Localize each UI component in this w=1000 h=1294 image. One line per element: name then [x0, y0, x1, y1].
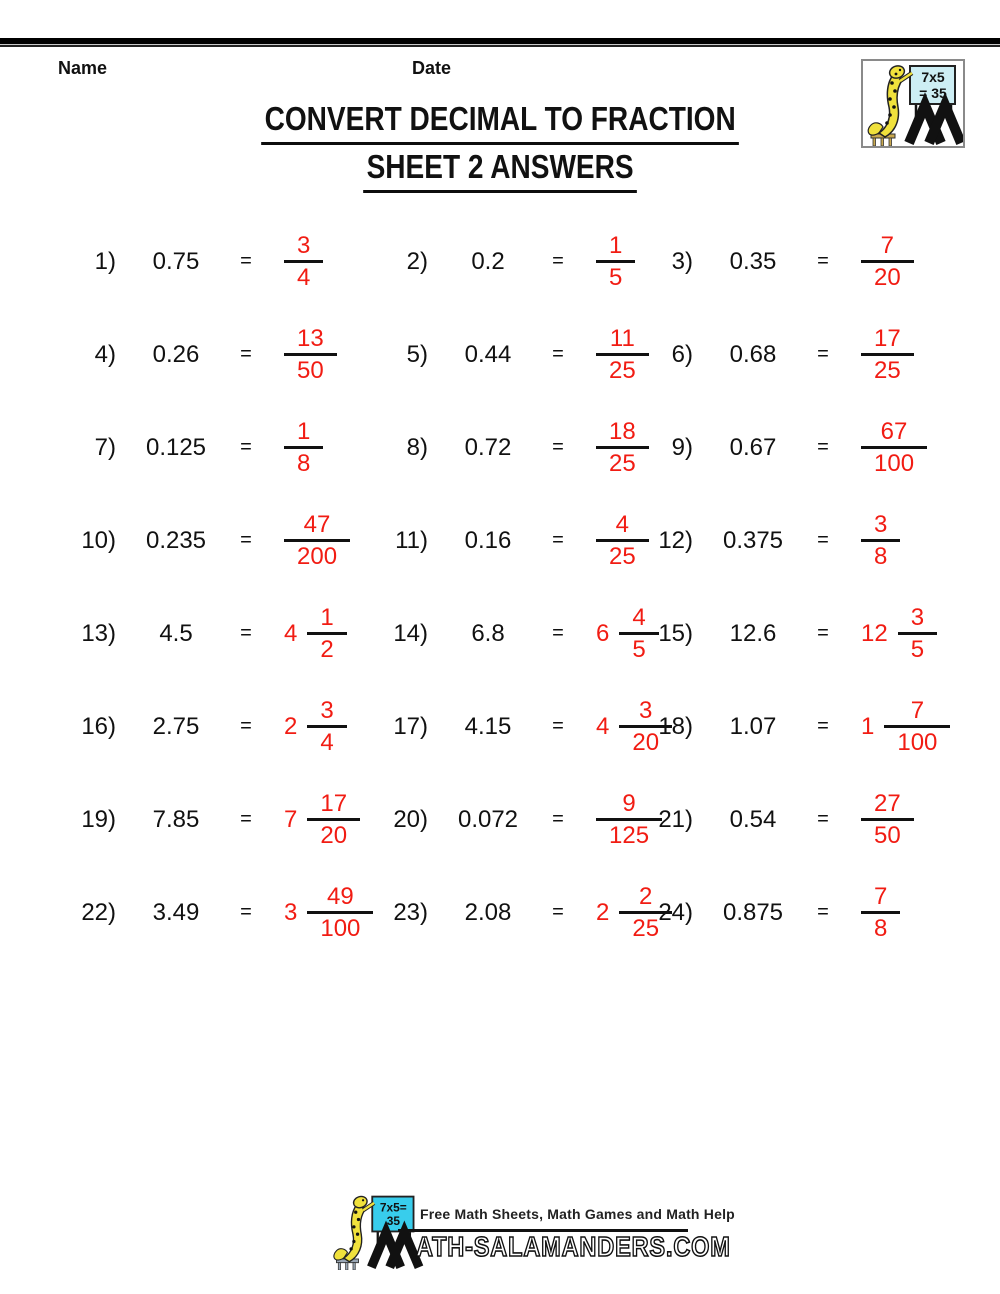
equals-sign: =: [552, 715, 564, 737]
fraction-numerator: 3: [639, 696, 653, 724]
whole-number: 3: [284, 898, 298, 926]
equals-sign: =: [817, 343, 829, 365]
problem-number: 2): [406, 247, 428, 275]
problem-number: 12): [658, 526, 693, 554]
fraction-numerator: 18: [609, 417, 636, 445]
equals-sign: =: [817, 436, 829, 458]
fraction-denominator: 4: [297, 264, 311, 291]
problem-number: 8): [406, 433, 428, 461]
fraction-numerator: 1: [609, 231, 623, 259]
problem-number: 7): [94, 433, 116, 461]
fraction-denominator: 8: [297, 450, 311, 477]
fraction-denominator: 5: [609, 264, 623, 291]
equals-sign: =: [240, 343, 252, 365]
problem-number: 10): [81, 526, 116, 554]
fraction-numerator: 3: [297, 231, 311, 259]
board-text-line1: 7x5: [921, 69, 945, 85]
decimal-value: 6.8: [471, 619, 505, 647]
decimal-value: 4.5: [159, 619, 193, 647]
equals-sign: =: [552, 343, 564, 365]
fraction-bar: [284, 260, 323, 263]
problem-row: [653, 605, 953, 662]
fraction-numerator: 49: [327, 882, 354, 910]
problem-number: 19): [81, 805, 116, 833]
equals-sign: =: [817, 250, 829, 272]
fraction: [307, 605, 346, 662]
fraction-denominator: 5: [910, 636, 925, 663]
subtitle-row: [0, 148, 1000, 193]
problem-row: [388, 419, 653, 476]
fraction-numerator: 2: [639, 882, 653, 910]
decimal-value: 0.44: [464, 340, 512, 368]
answer: [861, 233, 914, 290]
fraction-bar: [307, 725, 346, 728]
answer: [284, 791, 360, 848]
problem-row: [388, 696, 660, 756]
footer-salamander: [334, 1195, 374, 1262]
problem-number: 24): [658, 898, 693, 926]
fraction-numerator: 3: [320, 696, 334, 724]
title-row: [0, 100, 1000, 145]
answer: [284, 605, 347, 662]
fraction-denominator: 4: [320, 729, 334, 756]
fraction-denominator: 100: [897, 729, 938, 756]
equals-sign: =: [552, 622, 564, 644]
answer: [596, 512, 649, 569]
decimal-value: 0.75: [152, 247, 200, 275]
fraction-bar: [284, 446, 323, 449]
fraction-denominator: 8: [874, 543, 888, 570]
fraction: [861, 419, 927, 476]
fraction: [596, 419, 649, 476]
decimal-value: 3.49: [152, 898, 200, 926]
equals-sign: =: [552, 529, 564, 551]
fraction-bar: [596, 539, 649, 542]
fraction: [284, 419, 323, 476]
fraction-bar: [861, 539, 900, 542]
problem-row: [76, 419, 388, 476]
decimal-value: 0.072: [457, 805, 519, 833]
answer: [284, 419, 323, 476]
equals-sign: =: [817, 529, 829, 551]
decimal-value: 0.26: [152, 340, 200, 368]
whole-number: 7: [284, 805, 298, 833]
fraction: [284, 233, 323, 290]
answer: [861, 884, 900, 941]
problem-row: [653, 884, 953, 941]
fraction-denominator: 25: [874, 357, 901, 384]
answer: [284, 233, 323, 290]
fraction-denominator: 20: [632, 729, 660, 756]
problem-row: [76, 512, 388, 569]
fraction-numerator: 4: [632, 603, 646, 631]
equals-sign: =: [240, 529, 252, 551]
problem-number: 15): [658, 619, 693, 647]
fraction-denominator: 25: [609, 357, 636, 384]
fraction: [861, 512, 900, 569]
problem-row: [653, 419, 953, 476]
whole-number: 1: [861, 712, 875, 740]
problem-row: [388, 882, 660, 942]
answer: [861, 698, 950, 755]
page-subtitle: SHEET 2 ANSWERS: [363, 148, 637, 193]
whole-number: 2: [284, 712, 298, 740]
fraction-numerator: 1: [320, 603, 334, 631]
decimal-value: 0.375: [722, 526, 784, 554]
fraction-bar: [884, 725, 950, 728]
decimal-value: 0.16: [464, 526, 512, 554]
answer: [284, 698, 347, 755]
fraction: [861, 233, 914, 290]
fraction-denominator: 25: [609, 450, 636, 477]
decimal-value: 0.72: [464, 433, 512, 461]
problem-number: 17): [393, 712, 428, 740]
answer: [596, 233, 635, 290]
problem-row: [653, 791, 953, 848]
decimal-value: 7.85: [152, 805, 200, 833]
decimal-value: 0.875: [722, 898, 784, 926]
problem-number: 4): [94, 340, 116, 368]
problem-number: 6): [671, 340, 693, 368]
problem-row: [653, 233, 953, 290]
equals-sign: =: [552, 901, 564, 923]
decimal-value: 0.68: [729, 340, 777, 368]
fraction: [884, 698, 950, 755]
decimal-value: 12.6: [729, 619, 777, 647]
decimal-value: 1.07: [729, 712, 777, 740]
fraction-denominator: 2: [320, 636, 334, 663]
fraction: [596, 326, 649, 383]
fraction-denominator: 200: [297, 543, 338, 570]
fraction-denominator: 20: [874, 264, 901, 291]
fraction-denominator: 25: [609, 543, 636, 570]
fraction: [596, 512, 649, 569]
problem-number: 1): [94, 247, 116, 275]
equals-sign: =: [817, 622, 829, 644]
fraction-numerator: 7: [880, 231, 895, 259]
footer-tagline: Free Math Sheets, Math Games and Math Help: [420, 1206, 735, 1222]
fraction-numerator: 7: [910, 696, 925, 724]
equals-sign: =: [817, 901, 829, 923]
equals-sign: =: [817, 808, 829, 830]
problem-row: [653, 512, 953, 569]
fraction-bar: [861, 818, 914, 821]
fraction-numerator: 9: [622, 789, 636, 817]
fraction: [284, 326, 337, 383]
fraction-numerator: 17: [874, 324, 901, 352]
fraction: [307, 791, 360, 848]
problem-number: 22): [81, 898, 116, 926]
answer: [284, 884, 373, 941]
fraction-bar: [284, 353, 337, 356]
fraction-bar: [596, 353, 649, 356]
problems-grid: [76, 215, 953, 959]
fraction-denominator: 100: [320, 915, 361, 942]
name-label: Name: [58, 58, 108, 78]
problem-row: [388, 791, 653, 848]
whole-number: 2: [596, 898, 610, 926]
problem-row: [76, 605, 388, 662]
answer: [861, 326, 914, 383]
fraction-bar: [596, 446, 649, 449]
fraction-bar: [861, 911, 900, 914]
board-text-line2: = 35: [919, 85, 947, 101]
fraction-denominator: 5: [632, 636, 646, 663]
fraction: [861, 791, 914, 848]
problem-row: [388, 605, 653, 662]
decimal-value: 0.35: [729, 247, 777, 275]
problem-number: 13): [81, 619, 116, 647]
equals-sign: =: [552, 250, 564, 272]
fraction-denominator: 100: [874, 450, 915, 477]
fraction-numerator: 3: [874, 510, 888, 538]
problem-row: [76, 698, 388, 755]
fraction-denominator: 20: [320, 822, 348, 849]
footer-site-name: ATH-SALAMANDERS.COM: [416, 1231, 731, 1262]
whole-number: 4: [596, 712, 610, 740]
answer: [861, 791, 914, 848]
problem-row: [388, 512, 653, 569]
problem-row: [653, 698, 953, 755]
fraction: [307, 698, 346, 755]
equals-sign: =: [552, 436, 564, 458]
problem-number: 11): [395, 526, 428, 554]
decimal-value: 2.75: [152, 712, 200, 740]
answer: [861, 605, 937, 662]
equals-sign: =: [240, 901, 252, 923]
date-label: Date: [412, 58, 452, 78]
footer-board-line2: 35: [386, 1214, 400, 1229]
problem-row: [653, 326, 953, 383]
fraction-denominator: 50: [874, 822, 901, 849]
decimal-value: 0.125: [145, 433, 207, 461]
fraction-numerator: 47: [303, 510, 331, 538]
fraction-numerator: 17: [320, 789, 348, 817]
fraction-numerator: 27: [874, 789, 901, 817]
fraction-numerator: 7: [874, 882, 888, 910]
equals-sign: =: [817, 715, 829, 737]
answer: [861, 512, 900, 569]
problem-number: 14): [393, 619, 428, 647]
decimal-value: 0.2: [471, 247, 505, 275]
decimal-value: 4.15: [464, 712, 512, 740]
equals-sign: =: [240, 622, 252, 644]
equals-sign: =: [552, 808, 564, 830]
fraction-numerator: 13: [297, 324, 324, 352]
problem-row: [76, 326, 388, 383]
fraction-denominator: 25: [632, 915, 660, 942]
decimal-value: 0.54: [729, 805, 777, 833]
problem-row: [76, 884, 388, 941]
fraction: [861, 884, 900, 941]
fraction: [284, 512, 350, 569]
whole-number: 6: [596, 619, 610, 647]
answer: [284, 326, 337, 383]
fraction-numerator: 4: [615, 510, 630, 538]
fraction-bar: [861, 353, 914, 356]
equals-sign: =: [240, 250, 252, 272]
fraction-numerator: 67: [880, 417, 908, 445]
answer: [861, 419, 927, 476]
answer: [596, 419, 649, 476]
equals-sign: =: [240, 715, 252, 737]
fraction-numerator: 3: [910, 603, 925, 631]
fraction-denominator: 8: [874, 915, 888, 942]
fraction-denominator: 125: [609, 822, 650, 849]
decimal-value: 0.67: [729, 433, 777, 461]
problem-row: [76, 233, 388, 290]
fraction-bar: [861, 260, 914, 263]
fraction-bar: [284, 539, 350, 542]
answer: [284, 512, 350, 569]
fraction: [596, 233, 635, 290]
equals-sign: =: [240, 436, 252, 458]
problem-number: 16): [81, 712, 116, 740]
fraction-denominator: 50: [297, 357, 324, 384]
problem-row: [388, 233, 653, 290]
fraction-numerator: 1: [297, 417, 311, 445]
whole-number: 12: [861, 619, 888, 647]
decimal-value: 2.08: [464, 898, 512, 926]
top-border-rule: [0, 38, 1000, 47]
problem-number: 18): [658, 712, 693, 740]
decimal-value: 0.235: [145, 526, 207, 554]
fraction: [307, 884, 373, 941]
answer: [596, 326, 649, 383]
equals-sign: =: [240, 808, 252, 830]
fraction-numerator: 11: [609, 324, 635, 352]
fraction-bar: [596, 260, 635, 263]
problem-number: 5): [406, 340, 428, 368]
fraction: [861, 326, 914, 383]
answer: [596, 605, 659, 662]
fraction-bar: [307, 818, 360, 821]
problem-number: 23): [393, 898, 428, 926]
fraction-bar: [307, 911, 373, 914]
problem-number: 3): [671, 247, 693, 275]
problem-row: [76, 791, 388, 848]
fraction-bar: [861, 446, 927, 449]
problem-number: 21): [658, 805, 693, 833]
fraction: [898, 605, 937, 662]
fraction-bar: [307, 632, 346, 635]
problem-number: 9): [671, 433, 693, 461]
problem-number: 20): [393, 805, 428, 833]
footer-board-line1: 7x5=: [379, 1200, 407, 1215]
fraction-bar: [898, 632, 937, 635]
problem-row: [388, 326, 653, 383]
whole-number: 4: [284, 619, 298, 647]
page-title: CONVERT DECIMAL TO FRACTION: [261, 100, 739, 145]
